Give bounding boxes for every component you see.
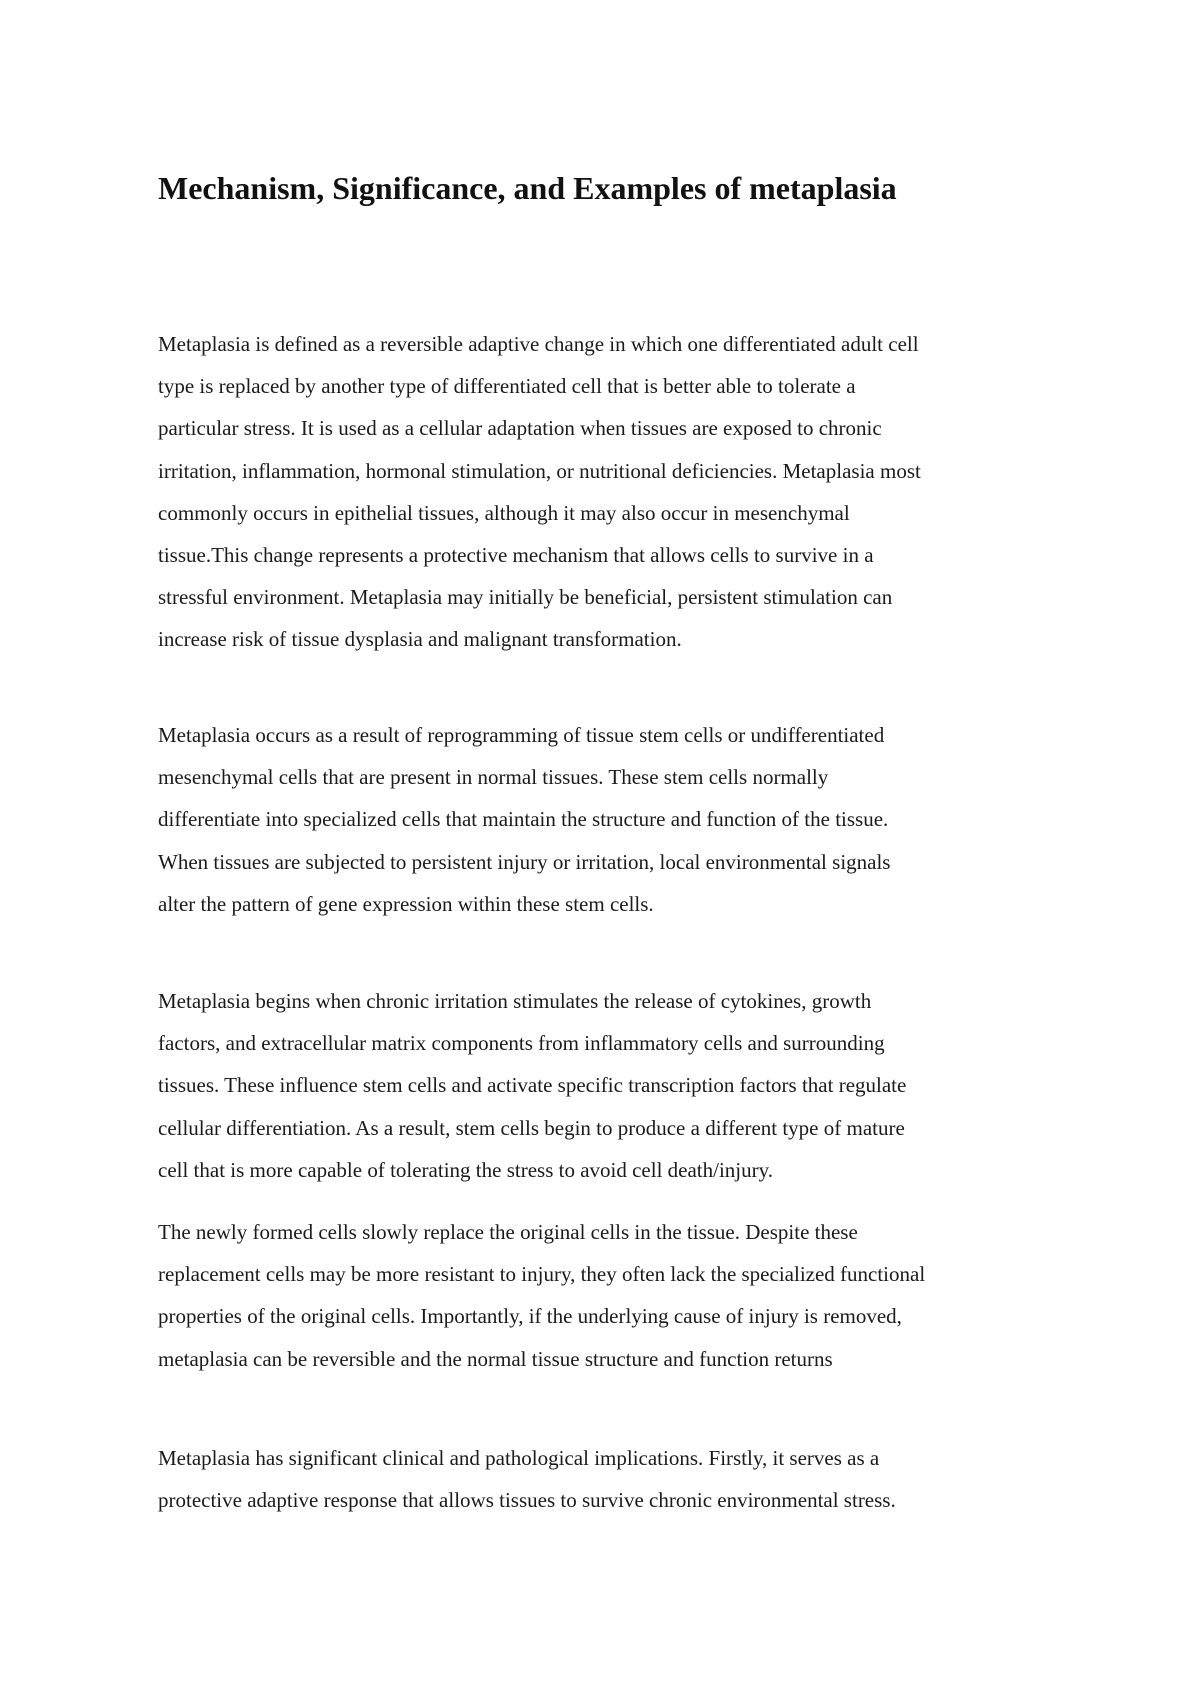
paragraph-line: mesenchymal cells that are present in normal tissues. These stem cells normally xyxy=(158,765,829,790)
paragraph-definition xyxy=(158,323,1058,661)
paragraph-line: tissues. These influence stem cells and activate specific transcription factors that regulate xyxy=(158,1073,907,1098)
paragraph-significance xyxy=(158,1437,1058,1521)
paragraph-line: The newly formed cells slowly replace the original cells in the tissue. Despite these xyxy=(158,1220,858,1244)
paragraph-replacement xyxy=(158,1211,1058,1380)
paragraph-line: Metaplasia has significant clinical and pathological implications. Firstly, it serves as a xyxy=(158,1446,880,1470)
paragraph-line: commonly occurs in epithelial tissues, although it may also occur in mesenchymal xyxy=(158,500,850,525)
paragraph-line: tissue.This change represents a protective mechanism that allows cells to survive in a xyxy=(158,543,874,568)
paragraph-line: replacement cells may be more resistant to injury, they often lack the specialized functional xyxy=(158,1262,926,1287)
paragraph-line: cellular differentiation. As a result, stem cells begin to produce a different type of mature xyxy=(158,1115,905,1140)
document-title: Mechanism, Significance, and Examples of metaplasia xyxy=(158,170,897,206)
paragraph-process xyxy=(158,980,1058,1191)
paragraph-line: Metaplasia begins when chronic irritation stimulates the release of cytokines, growth xyxy=(158,989,872,1013)
paragraph-line: cell that is more capable of tolerating the stress to avoid cell death/injury. xyxy=(158,1157,774,1182)
paragraph-line: properties of the original cells. Importantly, if the underlying cause of injury is removed, xyxy=(158,1304,902,1329)
paragraph-line: irritation, inflammation, hormonal stimulation, or nutritional deficiencies. Metaplasia most xyxy=(158,458,921,483)
paragraph-line: alter the pattern of gene expression within these stem cells. xyxy=(158,891,654,916)
paragraph-mechanism xyxy=(158,714,1058,925)
paragraph-line: particular stress. It is used as a cellular adaptation when tissues are exposed to chronic xyxy=(158,416,882,441)
paragraph-line: metaplasia can be reversible and the normal tissue structure and function returns xyxy=(158,1346,833,1371)
paragraph-line: type is replaced by another type of differentiated cell that is better able to tolerate a xyxy=(158,374,856,399)
paragraph-line: Metaplasia occurs as a result of reprogramming of tissue stem cells or undifferentiated xyxy=(158,723,885,747)
paragraph-line: factors, and extracellular matrix components from inflammatory cells and surrounding xyxy=(158,1031,885,1056)
paragraph-line: protective adaptive response that allows tissues to survive chronic environmental stress. xyxy=(158,1488,896,1513)
paragraph-line: Metaplasia is defined as a reversible adaptive change in which one differentiated adult cell xyxy=(158,332,919,356)
paragraph-line: increase risk of tissue dysplasia and malignant transformation. xyxy=(158,627,682,652)
paragraph-line: stressful environment. Metaplasia may initially be beneficial, persistent stimulation can xyxy=(158,585,893,610)
paragraph-line: differentiate into specialized cells that maintain the structure and function of the tissue. xyxy=(158,807,889,832)
paragraph-line: When tissues are subjected to persistent injury or irritation, local environmental signals xyxy=(158,849,891,874)
